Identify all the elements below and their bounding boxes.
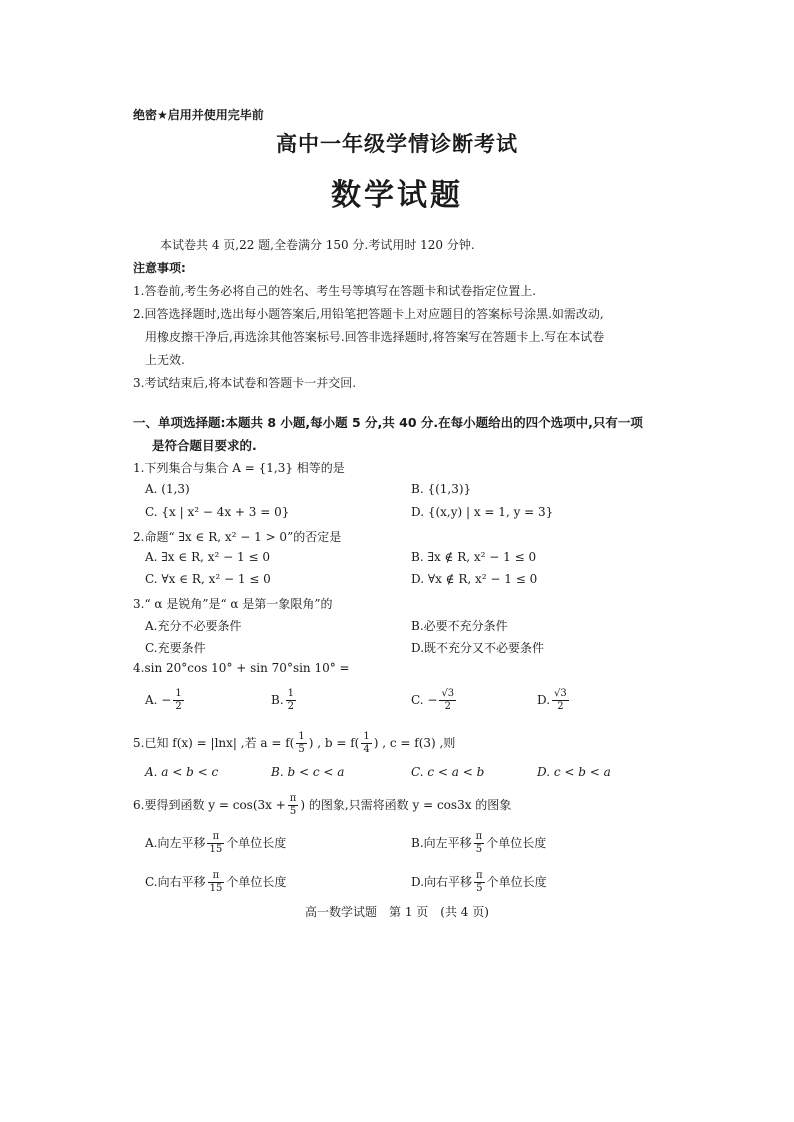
denominator: 5 [476,883,483,894]
question-6-option-b [411,831,546,856]
question-1-option-a: A. (1,3) [145,482,190,496]
question-2-option-b: B. ∃x ∉ R, x² − 1 ≤ 0 [411,550,537,564]
denominator: 15 [209,844,223,855]
fraction [474,831,485,856]
question-3-option-d: D.既不充分又不必要条件 [411,641,545,655]
question-3-stem: 3.“ α 是锐角”是“ α 是第一象限角”的 [133,597,333,611]
section-heading-line-1: 一、单项选择题:本题共 8 小题,每小题 5 分,共 40 分.在每小题给出的四个选项中,只有一项 [133,415,643,430]
option-b-label: B. [271,693,284,707]
question-1-option-c: C. {x | x² − 4x + 3 = 0} [145,505,290,519]
question-6-option-d [411,870,547,895]
question-1-option-b: B. {(1,3)} [411,482,472,496]
fraction [474,870,485,895]
option-text: 个单位长度 [226,836,287,850]
question-3-option-c: C.充要条件 [145,641,206,655]
option-text: A.向左平移 [145,836,206,850]
note-3: 3.考试结束后,将本试卷和答题卡一并交回. [133,376,357,390]
fraction [286,688,296,713]
stem-part: 5.已知 f(x) = |lnx| ,若 a = f( [133,736,295,750]
numerator: π [208,870,225,883]
stem-part: ) , c = f(3) ,则 [373,736,456,750]
question-4-option-a [145,688,186,713]
option-c-label: C. − [411,693,438,707]
fraction [208,870,225,895]
question-5-option-a: A. a < b < c [145,765,219,779]
fraction [296,731,306,756]
notes-heading: 注意事项: [133,261,186,275]
subject-title: 数学试题 [331,178,463,213]
denominator: 5 [475,844,483,855]
note-2-line-2: 用橡皮擦干净后,再选涂其他答案标号.回答非选择题时,将答案写在答题卡上.写在本试卷 [145,330,605,344]
question-4-option-b [271,688,298,713]
stem-part: ) , b = f( [308,736,360,750]
numerator: 1 [298,731,305,742]
denominator: 5 [298,744,305,755]
question-2-stem: 2.命题“ ∃x ∈ R, x² − 1 > 0”的否定是 [133,530,342,544]
question-4-option-c [411,688,458,713]
confidential-label: 绝密★启用并使用完毕前 [133,108,264,122]
numerator: 1 [287,688,295,699]
question-5-option-c: C. c < a < b [411,765,485,779]
question-1-stem: 1.下列集合与集合 A = {1,3} 相等的是 [133,461,345,475]
question-6-stem [133,793,511,818]
exam-title: 高中一年级学情诊断考试 [276,132,518,156]
fraction [288,793,299,818]
numerator: π [289,793,297,804]
fraction [173,688,183,713]
fraction [552,688,569,713]
fraction [439,688,456,713]
question-5-stem [133,731,455,756]
denominator: 2 [287,701,295,712]
question-3-option-b: B.必要不充分条件 [411,619,508,633]
question-4-option-d [537,688,571,713]
option-text: 个单位长度 [486,836,547,850]
note-1: 1.答卷前,考生务必将自己的姓名、考生号等填写在答题卡和试卷指定位置上. [133,284,537,298]
fraction [207,831,224,856]
question-6-option-c [145,870,286,895]
page-footer: 高一数学试题 第 1 页 (共 4 页) [305,905,489,919]
question-4-stem: 4.sin 20°cos 10° + sin 70°sin 10° = [133,661,350,675]
numerator: π [475,831,483,842]
denominator: 2 [557,701,564,712]
denominator: 5 [289,806,297,817]
question-2-option-c: C. ∀x ∈ R, x² − 1 ≤ 0 [145,572,271,586]
option-a-label: A. − [145,693,172,707]
section-heading-line-2: 是符合题目要求的. [152,438,257,453]
note-2-line-1: 2.回答选择题时,选出每小题答案后,用铅笔把答题卡上对应题目的答案标号涂黑.如需改动, [133,307,604,321]
numerator: π [207,831,224,844]
numerator: 1 [363,731,370,742]
option-text: 个单位长度 [486,875,547,889]
denominator: 4 [363,744,370,755]
option-d-label: D. [537,693,551,707]
numerator: √3 [554,688,567,699]
option-text: D.向右平移 [411,875,473,889]
stem-part: ) 的图象,只需将函数 y = cos3x 的图象 [300,798,512,812]
option-text: B.向左平移 [411,836,472,850]
denominator: 15 [209,883,223,894]
stem-part: 6.要得到函数 y = cos(3x + [133,798,286,812]
question-2-option-a: A. ∃x ∈ R, x² − 1 ≤ 0 [145,550,270,564]
option-text: 个单位长度 [226,875,287,889]
question-3-option-a: A.充分不必要条件 [145,619,242,633]
option-text: C.向右平移 [145,875,206,889]
question-5-option-b: B. b < c < a [271,765,345,779]
numerator: 1 [175,688,182,699]
numerator: √3 [441,688,455,699]
question-6-option-a [145,831,286,856]
fraction [361,731,371,756]
question-5-option-d: D. c < b < a [537,765,611,779]
denominator: 2 [175,701,182,712]
denominator: 2 [444,701,451,712]
numerator: π [476,870,483,881]
exam-intro: 本试卷共 4 页,22 题,全卷满分 150 分.考试用时 120 分钟. [160,238,475,252]
note-2-line-3: 上无效. [145,353,185,367]
question-2-option-d: D. ∀x ∉ R, x² − 1 ≤ 0 [411,572,538,586]
question-1-option-d: D. {(x,y) | x = 1, y = 3} [411,505,554,519]
